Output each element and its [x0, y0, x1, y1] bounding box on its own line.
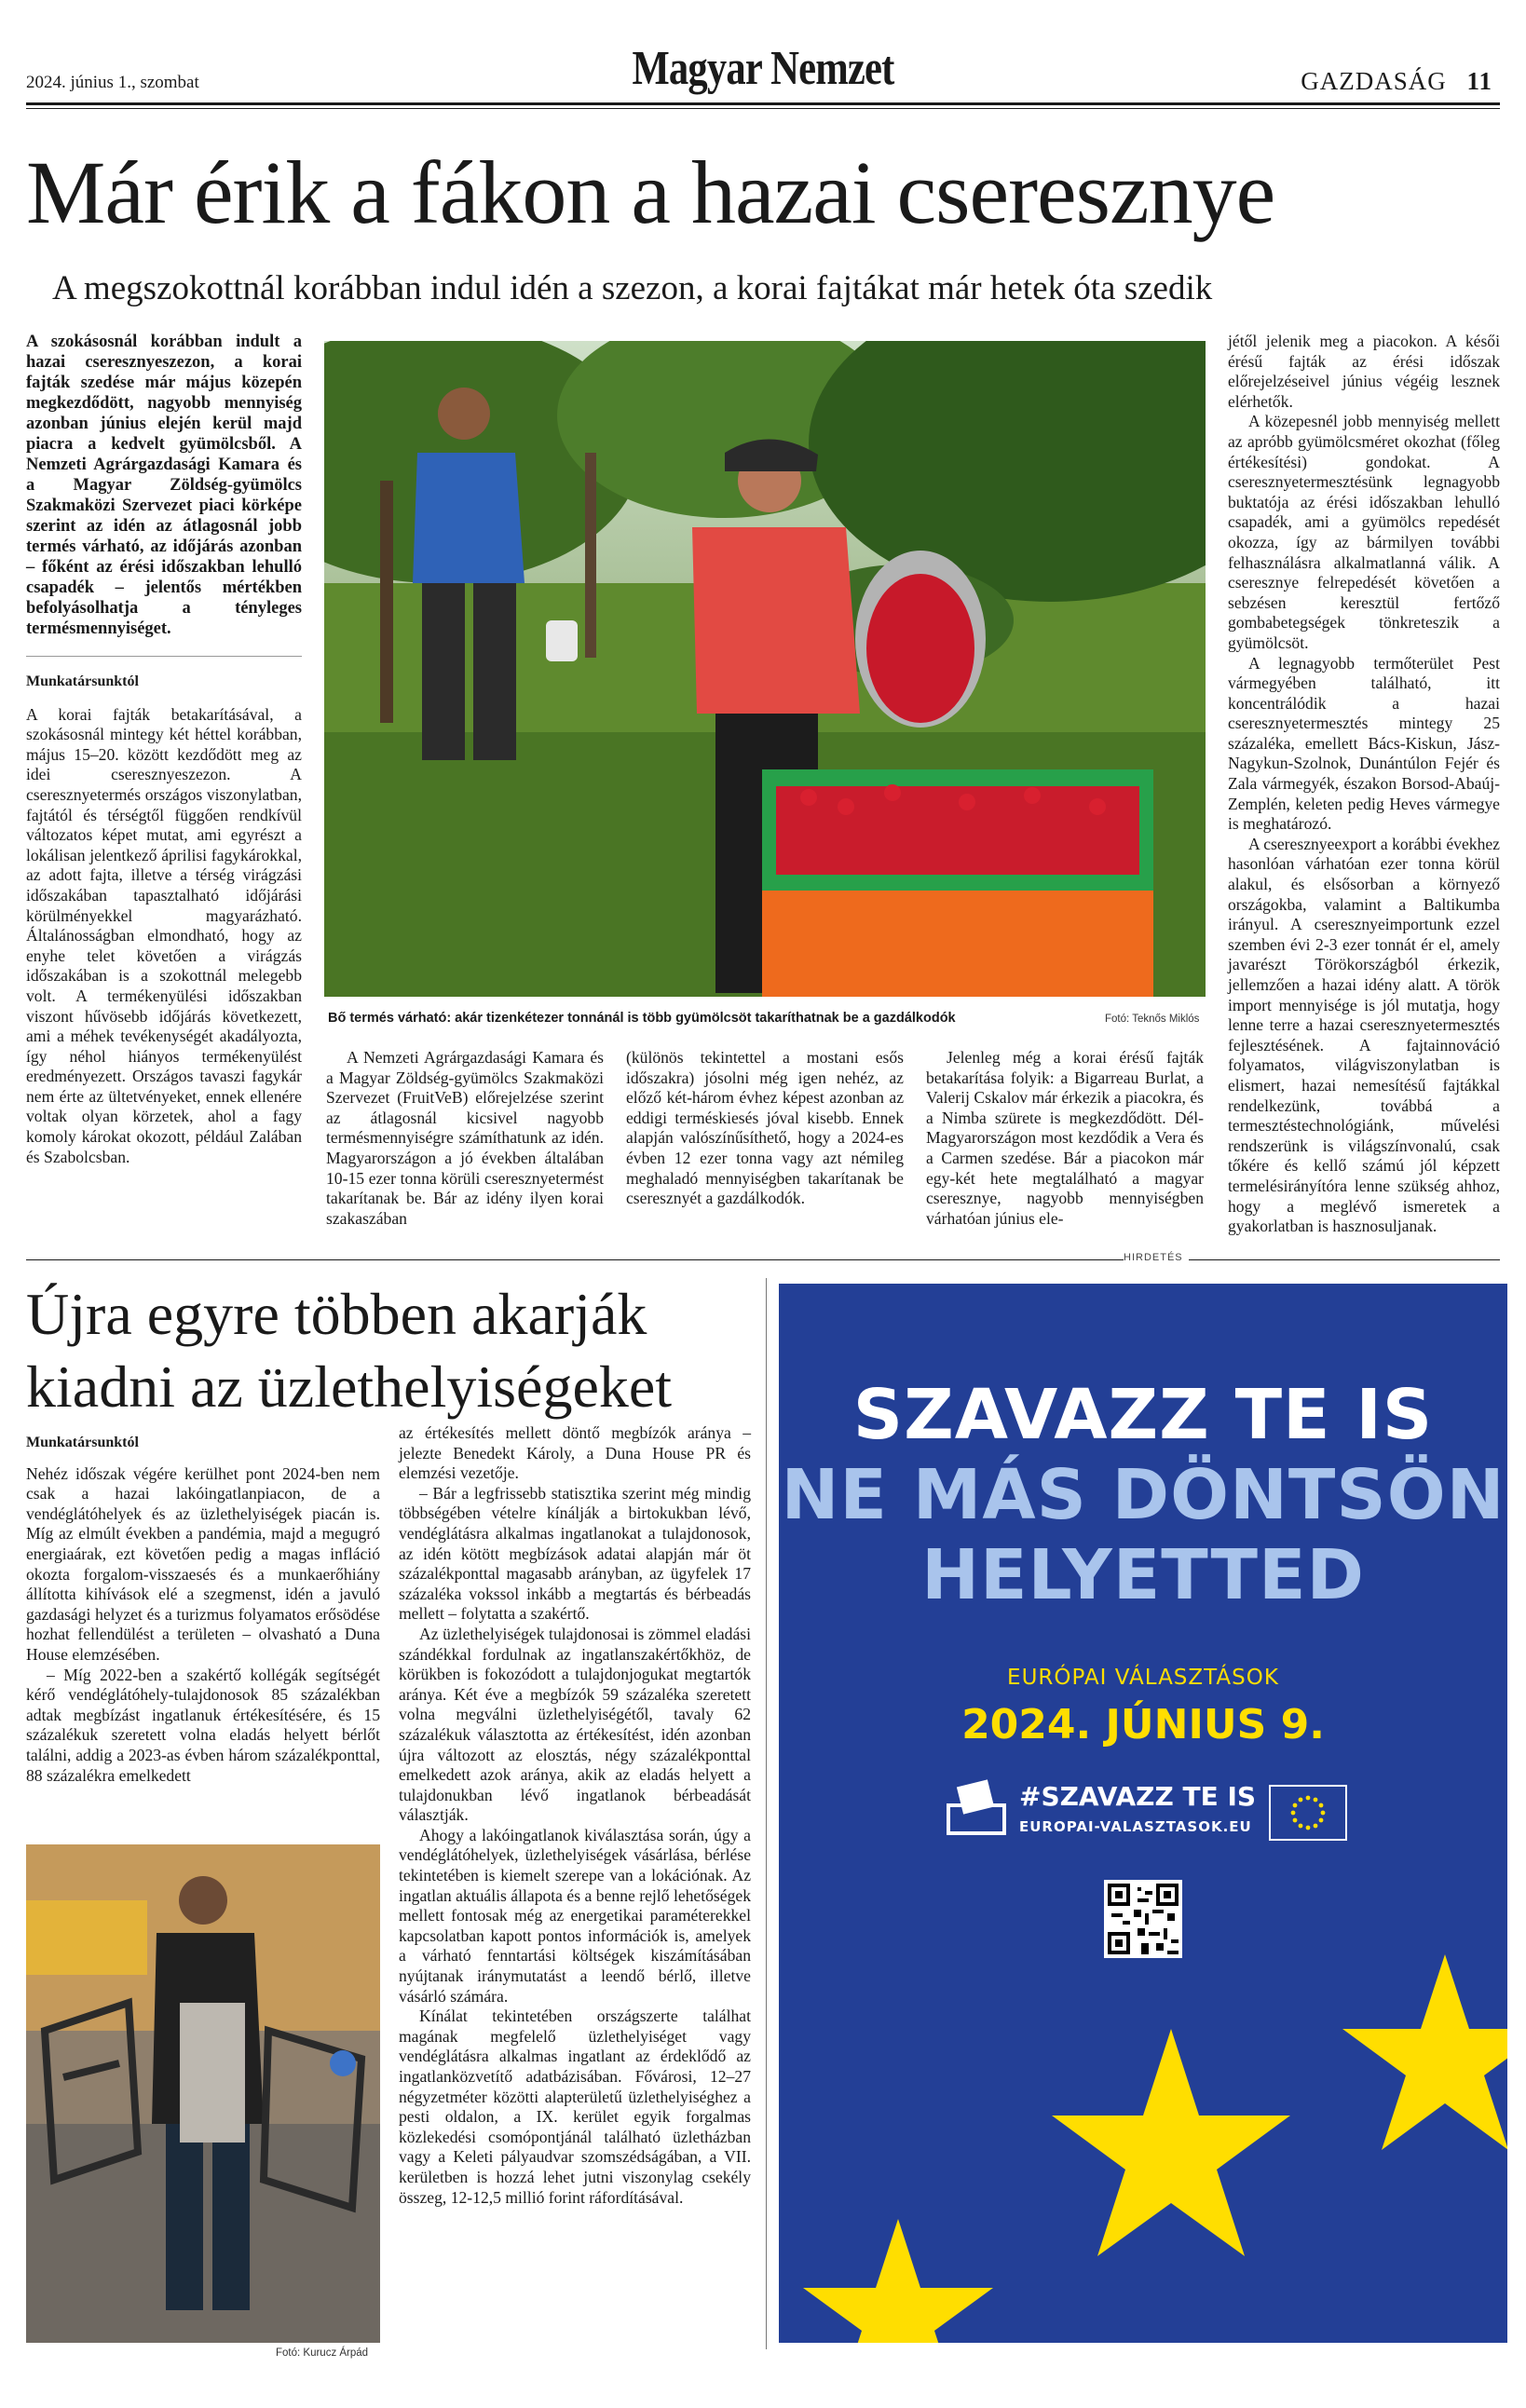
paragraph: – Bár a legfrissebb statisztika szerint még mindig többségében vételre kínálják a birtokukban lévő, vendéglátásra alkalmas ingatlanokat a tulajdonosok, az idén kötött megbízások adatai alapján már öt százalékponttal magasabb arányban, az ügyfelek 17 százaléka vokssol inkább a megtartás és bérbeadás mellett – folytatta a szakértő. [399, 1483, 751, 1624]
paragraph: A korai fajták betakarításával, a szokásosnál mintegy két héttel korábban, május 15–20. között kezdődött meg az idei cseresznyeszezon. A cseresznyetermés országos viszonylatban, fajtától és térségtől függően rendkívül változatos képet mutat, ami egyrészt a lokálisan jelentkező áprilisi fagykárokkal, az adott fajta, illetve a térség virágzási időszakában tapasztalható időjárási körülményekkel magyarázható. Általánosságban elmondható, hogy az enyhe telet követően a virágzás időszakában is a szokottnál melegebb volt. A termékenyülési időszakban viszont hűvösebb időjárás következett, ami a méhek tevékenységét akadályozta, így néhol hiányos termékenyülést eredményezett. Országos tavaszi fagykár nem érte az ültetvényeket, ennek ellenére voltak olyan körzetek, ahol a fagy komoly károkat okozott, például Zalában és Szabolcsban. [26, 704, 302, 1166]
paragraph: Ahogy a lakóingatlanok kiválasztása során, úgy a vendéglátóhelyek, üzlethelyiségek vásárlása, bérlése tekintetében is kiemelt szerepe van a lokációnak. Az ingatlan aktuális állapota és a benne rejlő lehetőségek mellett fontosak még az energetikai paraméterekkel kapcsolatban kapott pontos információk is, amelyek a várható fenntartási költségek kiszámításában nyújtanak iránymutatást a leendő bérlő, illetve vásárló számára. [399, 1825, 751, 2006]
ad-separator-left [770, 1259, 1124, 1260]
ad-headline-3: HELYETTED [921, 1535, 1365, 1615]
paragraph: Jelenleg még a korai érésű fajták betakarítása folyik: a Bigarreau Burlat, a Valerij Cskalov már érkezik a piacokra, és a Nimba szürete is megkezdődött. Dél-Magyarországon most kezdődik a Vera és a Carmen szedése. Bár a piacokon már egy-két hete megtalálható a magyar cseresznye, nagyobb mennyiségben várhatóan június ele- [926, 1048, 1204, 1228]
paragraph: jétől jelenik meg a piacokon. A késői érésű fajták az érési időszak előrejelzéseivel június végéig lesznek elérhetők. [1228, 332, 1500, 411]
page-number: 11 [1466, 67, 1492, 95]
photo-caption: Bő termés várható: akár tizenkétezer tonnánál is több gyümölcsöt takaríthatnak be a gazdálkodók [328, 1011, 956, 1026]
ad-election-title: EURÓPAI VÁLASZTÁSOK [1007, 1666, 1279, 1690]
ad-hashtag: #SZAVAZZ TE IS [1019, 1781, 1257, 1812]
article2-title-line-1: Újra egyre többen akarják [26, 1281, 647, 1347]
ad-label: HIRDETÉS [1124, 1252, 1183, 1263]
paragraph: az értékesítés mellett döntő megbízók aránya – jelezte Benedekt Károly, a Duna House PR és elemzési vezetője. [399, 1423, 751, 1483]
paragraph: – Míg 2022-ben a szakértő kollégák segítségét kérő vendéglátóhely-tulajdonosok 85 százalékban adtak megbízást ingatlanuk értékesítésére, és 15 százalékuk szeretett volna eladás helyett bérlőt találni, addig a 2023-as évben három százalékponttal, 88 százalékra emelkedett [26, 1665, 380, 1785]
paragraph: (különös tekintettel a mostani esős időszakra) jósolni még igen nehéz, az előző két-három évhez képest azonban az eddigi terméskiesés jóval kisebb. Ennek alapján valószínűsíthető, hogy a 2024-es évben 12 ezer tonna vagy azt némileg meghaladó mennyiségben takarítanak be cseresznyét a gazdálkodók. [626, 1048, 904, 1208]
article2-byline: Munkatársunktól [26, 1435, 139, 1450]
masthead: Magyar Nemzet [632, 42, 894, 95]
paragraph: Az üzlethelyiségek tulajdonosai is zömmel eladási szándékkal fordulnak az ingatlanszakértőkhöz, de körükben is fokozódott a tulajdonjogukat megtartók aránya. Két éve a megbízók 59 százaléka szeretett volna megválni üzlethelyiségétől, tavaly 62 százalékuk választotta az értékesítést, idén azonban újra változott az elosztás, négy százalékponttal emelkedett azok aránya, akik az eladás helyett a tulajdonukban lévő ingatlanok bérbeadását választják. [399, 1624, 751, 1825]
paragraph: A legnagyobb termőterület Pest vármegyében található, itt koncentrálódik a hazai cseresznyetermesztés mintegy 25 százaléka, emellett Bács-Kiskun, Jász-Nagykun-Szolnok, Dunántúlon Fejér és Zala vármegyék, északon Borsod-Abaúj-Zemplén, keleten pedig Heves vármegye is meghatározó. [1228, 653, 1500, 834]
article1-column-5 [1228, 332, 1500, 1237]
section-name: GAZDASÁG [1301, 67, 1447, 95]
shop-worker-photo [26, 1844, 380, 2343]
paragraph: A Nemzeti Agrárgazdasági Kamara és a Magyar Zöldség-gyümölcs Szakmaközi Szervezet (FruitVeB) előrejelzése szerint az átlagosnál kicsivel nagyobb termésmennyiségre számíthatunk az idén. Magyarországon a jó években általában 10-15 ezer tonna körüli cseresznyetermést takarítanak be. Bár az idény ilyen korai szakaszában [326, 1048, 604, 1228]
eu-election-advert[interactable] [779, 1284, 1507, 2343]
article-separator [26, 1259, 770, 1260]
photo-credit: Fotó: Teknős Miklós [1105, 1014, 1200, 1025]
page-date: 2024. június 1., szombat [26, 73, 199, 92]
article2-vertical-rule [766, 1278, 767, 2349]
article1-column-1 [26, 332, 302, 1167]
photo-credit: Fotó: Kurucz Árpád [276, 2347, 369, 2359]
star-icon [1052, 2029, 1290, 2256]
cherry-harvest-photo [324, 341, 1206, 997]
eu-stars-decoration [779, 1284, 1507, 2343]
header-rule-bottom [26, 108, 1500, 109]
paragraph: A cseresznyeexport a korábbi évekhez hasonlóan várhatóan ezer tonna körül alakul, és elsősorban a környező országokba, valamint a Baltikumba irányul. A cseresznyeimportunk ezzel szemben évi 2-3 ezer tonnát ér el, amely javarészt Törökországból érkezik, jellemzően a hazai idény alatt. A török import mennyisége is jól mutatja, hogy lenne terre a hazai cseresznyetermesztés fejlesztésének. A fajtainnováció folyamatos, világviszonylatban is elismert, hazai nemesítésű fajtákkal rendelkezünk, továbbá a termesztéstechnológiánk, művelési rendszerünk is világszínvonalú, csak tőkére és kellő számú jól képzett termelésirányítóra lenne szükség ahhoz, hogy a meglévő ismeretek a gyakorlatban is hasznosuljanak. [1228, 834, 1500, 1236]
ad-headline-1: SZAVAZZ TE IS [852, 1375, 1434, 1455]
article2-column-1 [26, 1423, 380, 1786]
article2-column-2 [399, 1423, 751, 2208]
article1-column-4 [926, 1048, 1204, 1229]
article2-title-line-2: kiadni az üzlethelyiségeket [26, 1354, 673, 1420]
ad-url[interactable]: EUROPAI-VALASZTASOK.EU [1019, 1818, 1252, 1835]
article-title: Már érik a fákon a hazai cseresznye [26, 143, 1275, 242]
paragraph: Kínálat tekintetében országszerte találhat magának megfelelő üzlethelyiséget vagy vendéglátásra alkalmas ingatlant az érdeklődő az ingatlanközvetítő adatbázisában. Fővárosi, 12–27 négyzetméter közötti alapterületű üzlethelyiséghez a pesti oldalon, a IX. kerület egyik forgalmas közlekedési csomópontjánál található üzletházban vagy a Keleti pályaudvar szomszédságában, a VII. kerületben is hozzá lehet jutni viszonylag csekély összeg, 12-12,5 millió forint ráfordításával. [399, 2007, 751, 2207]
star-icon [1342, 1954, 1507, 2150]
article-byline: Munkatársunktól [26, 673, 139, 689]
article-subtitle: A megszokottnál korábban indul idén a szezon, a korai fajtákat már hetek óta szedik [52, 269, 1213, 307]
star-icon [803, 2219, 993, 2343]
article-lead: A szokásosnál korábban indult a hazai cseresznyeszezon, a korai fajták szedése már május közepén megkezdődött, nagyobb mennyiség azonban június elején kerül majd piacra a kedvelt gyümölcsből. A Nemzeti Agrárgazdasági Kamara és a Magyar Zöldség-gyümölcs Szakmaközi Szervezet piaci körképe szerint az idén az átlagosnál jobb termés várható, az időjárás azonban – főként az érési időszakban lehulló csapadék – jelentős mértékben befolyásolhatja a tényleges termésmennyiséget. [26, 333, 302, 638]
header-rule-top [26, 102, 1500, 105]
paragraph: Nehéz időszak végére kerülhet pont 2024-ben nem csak a hazai lakóingatlanpiacon, de a vendéglátóhelyek és az üzlethelyiségek piacán is. Míg az elmúlt években a pandémia, majd a megugró energiaárak, ezt követően pedig a magas infláció okozta forgalom-visszaesés és a munkaerőhiány állította kihívások elé a szegmenst, idén a javuló gazdasági helyzet és a turizmus folyamatos erősödése hozhat fellendülést a területen – olvasható a Duna House elemzésében. [26, 1463, 380, 1664]
article2-title [26, 1278, 672, 1423]
paragraph: A közepesnél jobb mennyiség mellett az apróbb gyümölcsméret okozhat (főleg értékesítési) gondokat. A cseresznyetermesztésünk legnagyobb buktatója az érési időszakban lehulló csapadék, ami a gyümölcs repedését okozza, így az bármilyen további felhasználásra alkalmatlanná válik. A cseresznye felrepedését követően a sebzésen keresztül fertőző gombabetegségek tönkreteszik a gyümölcsöt. [1228, 412, 1500, 652]
section-label [1301, 67, 1492, 96]
article1-column-3 [626, 1048, 904, 1209]
article1-column-2 [326, 1048, 604, 1229]
ad-election-date: 2024. JÚNIUS 9. [961, 1701, 1325, 1748]
ad-headline-2: NE MÁS DÖNTSÖN [781, 1455, 1506, 1535]
ad-separator-right [1189, 1259, 1500, 1260]
